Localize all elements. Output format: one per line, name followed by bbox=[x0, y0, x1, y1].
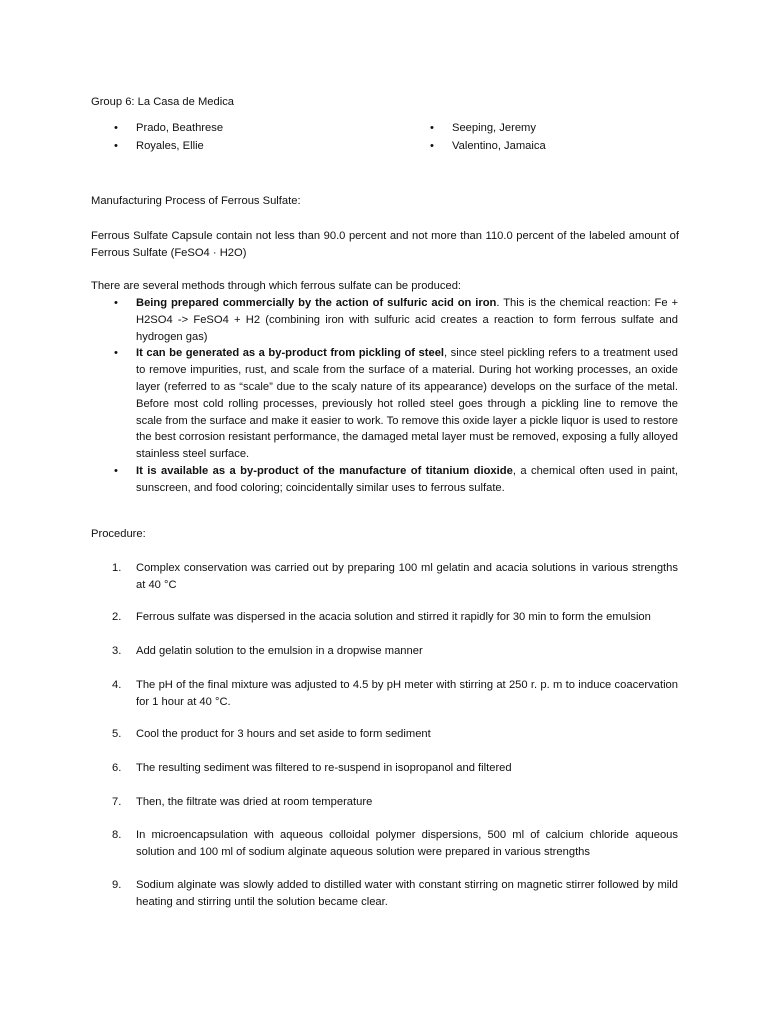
step-number: 5. bbox=[112, 728, 122, 740]
method-bold: It is available as a by-product of the manufacture of titanium dioxide bbox=[136, 464, 513, 477]
bullet-icon: • bbox=[114, 464, 118, 477]
procedure-step bbox=[112, 877, 678, 911]
step-number: 7. bbox=[112, 796, 122, 808]
step-text: Complex conservation was carried out by preparing 100 ml gelatin and acacia solutions in various strengths at 40 °C bbox=[136, 562, 678, 591]
step-text: The resulting sediment was filtered to re-suspend in isopropanol and filtered bbox=[136, 762, 512, 774]
step-number: 8. bbox=[112, 829, 122, 841]
member-item bbox=[114, 120, 224, 137]
step-number: 4. bbox=[112, 679, 122, 691]
procedure-step bbox=[112, 677, 678, 711]
method-item bbox=[114, 295, 678, 345]
step-text: The pH of the final mixture was adjusted to 4.5 by pH meter with stirring at 250 r. p. m to induce coacervation for 1 hour at 40 °C. bbox=[136, 679, 678, 708]
methods-intro: There are several methods through which ferrous sulfate can be produced: bbox=[91, 280, 462, 292]
procedure-heading: Procedure: bbox=[91, 528, 146, 540]
manufacturing-heading: Manufacturing Process of Ferrous Sulfate: bbox=[91, 195, 301, 207]
member-name: Prado, Beathrese bbox=[136, 122, 224, 134]
bullet-icon: • bbox=[430, 122, 434, 134]
member-name: Valentino, Jamaica bbox=[452, 140, 546, 152]
intro-paragraph: Ferrous Sulfate Capsule contain not less than 90.0 percent and not more than 110.0 percent of the labeled amount of Ferrous Sulfate (FeSO4 · H2O) bbox=[91, 230, 679, 259]
procedure-step bbox=[112, 609, 678, 626]
step-text: Ferrous sulfate was dispersed in the acacia solution and stirred it rapidly for 30 min to form the emulsion bbox=[136, 611, 651, 623]
step-text: Add gelatin solution to the emulsion in a dropwise manner bbox=[136, 645, 423, 657]
member-item bbox=[430, 120, 536, 137]
step-number: 9. bbox=[112, 879, 122, 891]
step-text: Cool the product for 3 hours and set aside to form sediment bbox=[136, 728, 431, 740]
step-text: In microencapsulation with aqueous colloidal polymer dispersions, 500 ml of calcium chloride aqueous solution and 100 ml of sodium alginate aqueous solution were prepared in various strengths bbox=[136, 829, 678, 858]
procedure-step bbox=[112, 643, 678, 660]
step-number: 2. bbox=[112, 611, 122, 623]
procedure-step bbox=[112, 794, 678, 811]
procedure-step bbox=[112, 827, 678, 861]
member-item bbox=[114, 138, 204, 155]
method-text: , since steel pickling refers to a treatment used to remove impurities, rust, and scale from the surface of a material. During hot working processes, an oxide layer (referred to as “scale” due to the scaly nature of its appearance) develops on the surface of the metal. Before most cold rolling processes, previously hot rolled steel goes through a pickling line to remove the scale from the surface and make it easier to work. To remove this oxide layer a pickle liquor is used to restore the best corrosion resistant performance, the damaged metal layer must be removed, exposing a fully alloyed stainless steel surface. bbox=[136, 347, 678, 461]
bullet-icon: • bbox=[114, 122, 118, 134]
group-title: Group 6: La Casa de Medica bbox=[91, 96, 235, 108]
step-number: 3. bbox=[112, 645, 122, 657]
member-item bbox=[430, 138, 546, 155]
method-text: , a chemical often used in paint, sunscreen, and food coloring; coincidentally similar uses to ferrous sulfate. bbox=[136, 464, 679, 494]
bullet-icon: • bbox=[430, 140, 434, 152]
procedure-step bbox=[112, 560, 678, 594]
step-number: 1. bbox=[112, 562, 122, 574]
procedure-step bbox=[112, 726, 678, 743]
member-name: Royales, Ellie bbox=[136, 140, 204, 152]
method-text: . This is the chemical reaction: Fe + H2SO4 -> FeSO4 + H2 (combining iron with sulfuric acid creates a reaction to form ferrous sulfate and hydrogen gas) bbox=[136, 297, 678, 343]
bullet-icon: • bbox=[114, 140, 118, 152]
bullet-icon: • bbox=[114, 297, 118, 309]
method-item bbox=[114, 345, 678, 463]
method-bold: It can be generated as a by-product from pickling of steel bbox=[136, 347, 445, 360]
method-item bbox=[114, 463, 679, 497]
step-number: 6. bbox=[112, 762, 122, 774]
method-bold: Being prepared commercially by the action of sulfuric acid on iron bbox=[136, 297, 497, 309]
bullet-icon: • bbox=[114, 347, 118, 360]
member-name: Seeping, Jeremy bbox=[452, 122, 536, 134]
step-text: Then, the filtrate was dried at room temperature bbox=[136, 796, 373, 808]
methods-list bbox=[114, 295, 679, 497]
step-text: Sodium alginate was slowly added to distilled water with constant stirring on magnetic stirrer followed by mild heating and stirring until the solution became clear. bbox=[136, 879, 678, 908]
procedure-step bbox=[112, 760, 678, 777]
